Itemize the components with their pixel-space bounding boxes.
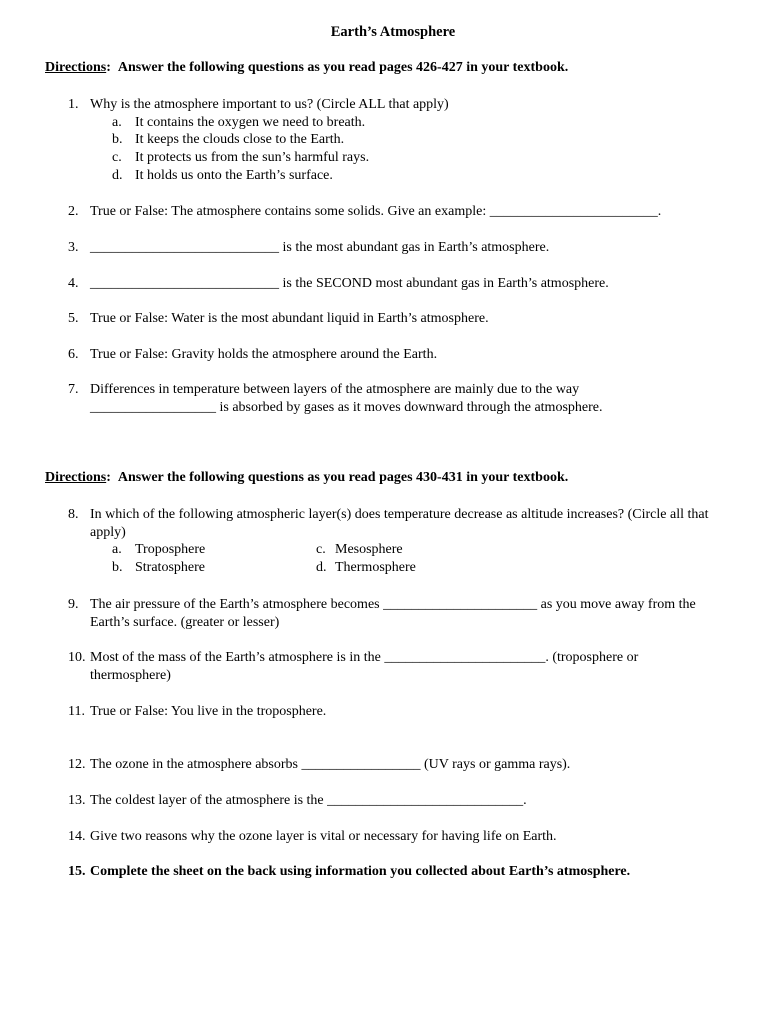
option-letter: b.: [112, 559, 123, 575]
option-list: [112, 541, 738, 576]
question-number: 14.: [68, 829, 86, 844]
question-text: Give two reasons why the ozone layer is vital or necessary for having life on Earth.: [90, 829, 557, 844]
option-text: It protects us from the sun’s harmful rays.: [135, 149, 370, 165]
page-title: Earth’s Atmosphere: [330, 24, 456, 40]
question-text: ___________________________ is the SECOND most abundant gas in Earth’s atmosphere.: [90, 276, 609, 291]
directions-colon: :: [106, 60, 111, 75]
option-row: [112, 541, 738, 559]
question-number: 10.: [68, 650, 86, 665]
question-text: The air pressure of the Earth’s atmosphere becomes ______________________ as you move away from the Earth’s surface. (greater or lesser): [90, 597, 696, 630]
option-letter: b.: [112, 132, 123, 148]
question-number: 8.: [68, 507, 79, 522]
question-3: [68, 239, 738, 257]
question-number: 7.: [68, 382, 79, 397]
option-list: [112, 114, 738, 185]
option-text: It holds us onto the Earth’s surface.: [135, 167, 333, 183]
directions-label: Directions: [45, 60, 107, 75]
question-7: [68, 381, 668, 416]
option-b: [112, 131, 738, 149]
option-text: It keeps the clouds close to the Earth.: [135, 132, 345, 148]
option-text: Stratosphere: [135, 559, 205, 575]
question-text: The ozone in the atmosphere absorbs _________________ (UV rays or gamma rays).: [90, 757, 571, 772]
option-letter: d.: [316, 559, 327, 575]
directions-instruction: Answer the following questions as you read pages 430-431 in your textbook.: [117, 470, 569, 485]
directions-label: Directions: [45, 470, 107, 485]
question-text: In which of the following atmospheric layer(s) does temperature decrease as altitude increases? (Circle all that apply): [90, 507, 709, 540]
option-c: [112, 149, 738, 167]
question-number: 13.: [68, 793, 86, 808]
option-d: [112, 167, 738, 185]
question-number: 1.: [68, 97, 79, 112]
question-number: 4.: [68, 276, 79, 291]
question-14: [68, 828, 738, 846]
question-text: True or False: Gravity holds the atmosphere around the Earth.: [90, 347, 438, 362]
directions-section-1: [45, 60, 568, 76]
option-row: [112, 559, 738, 577]
option-text: Mesosphere: [335, 542, 403, 557]
option-text: Troposphere: [135, 542, 206, 557]
question-5: [68, 310, 738, 328]
question-13: [68, 792, 738, 810]
question-text: Complete the sheet on the back using information you collected about Earth’s atmosphere.: [90, 864, 631, 879]
question-text: True or False: Water is the most abundant liquid in Earth’s atmosphere.: [90, 311, 489, 326]
directions-section-2: [45, 470, 568, 486]
question-text: True or False: You live in the troposphere.: [90, 704, 327, 719]
question-number: 2.: [68, 204, 79, 219]
question-6: [68, 346, 738, 364]
option-letter: a.: [112, 542, 122, 557]
question-number: 9.: [68, 597, 79, 612]
option-text: Thermosphere: [335, 559, 416, 575]
question-10: [68, 649, 698, 684]
question-text: Differences in temperature between layers of the atmosphere are mainly due to the way __________________ is absorbed by gases as it moves downward through the atmosphere.: [90, 382, 603, 415]
option-letter: a.: [112, 114, 122, 130]
question-number: 11.: [68, 704, 85, 719]
question-number: 5.: [68, 311, 79, 326]
question-number: 3.: [68, 240, 79, 255]
question-4: [68, 275, 738, 293]
option-letter: d.: [112, 167, 123, 183]
question-text: Most of the mass of the Earth’s atmosphere is in the _______________________. (troposphere or thermosphere): [90, 650, 639, 683]
question-text: The coldest layer of the atmosphere is the ____________________________.: [90, 793, 527, 808]
question-11: [68, 703, 738, 721]
question-text: True or False: The atmosphere contains some solids. Give an example: ________________________.: [90, 204, 662, 219]
option-a: [112, 114, 738, 132]
question-text: Why is the atmosphere important to us? (Circle ALL that apply): [90, 97, 449, 112]
question-1: [68, 96, 738, 184]
option-letter: c.: [316, 542, 326, 557]
option-letter: c.: [112, 149, 122, 165]
question-9: [68, 596, 738, 631]
question-number: 6.: [68, 347, 79, 362]
question-text: ___________________________ is the most abundant gas in Earth’s atmosphere.: [90, 240, 550, 255]
question-number: 12.: [68, 757, 86, 772]
question-8: [68, 506, 738, 576]
question-2: [68, 203, 738, 221]
directions-colon: :: [106, 470, 111, 485]
question-number: 15.: [68, 864, 86, 879]
question-12: [68, 756, 738, 774]
directions-instruction: Answer the following questions as you read pages 426-427 in your textbook.: [117, 60, 569, 75]
question-15: [68, 863, 738, 881]
option-text: It contains the oxygen we need to breath.: [135, 114, 366, 130]
